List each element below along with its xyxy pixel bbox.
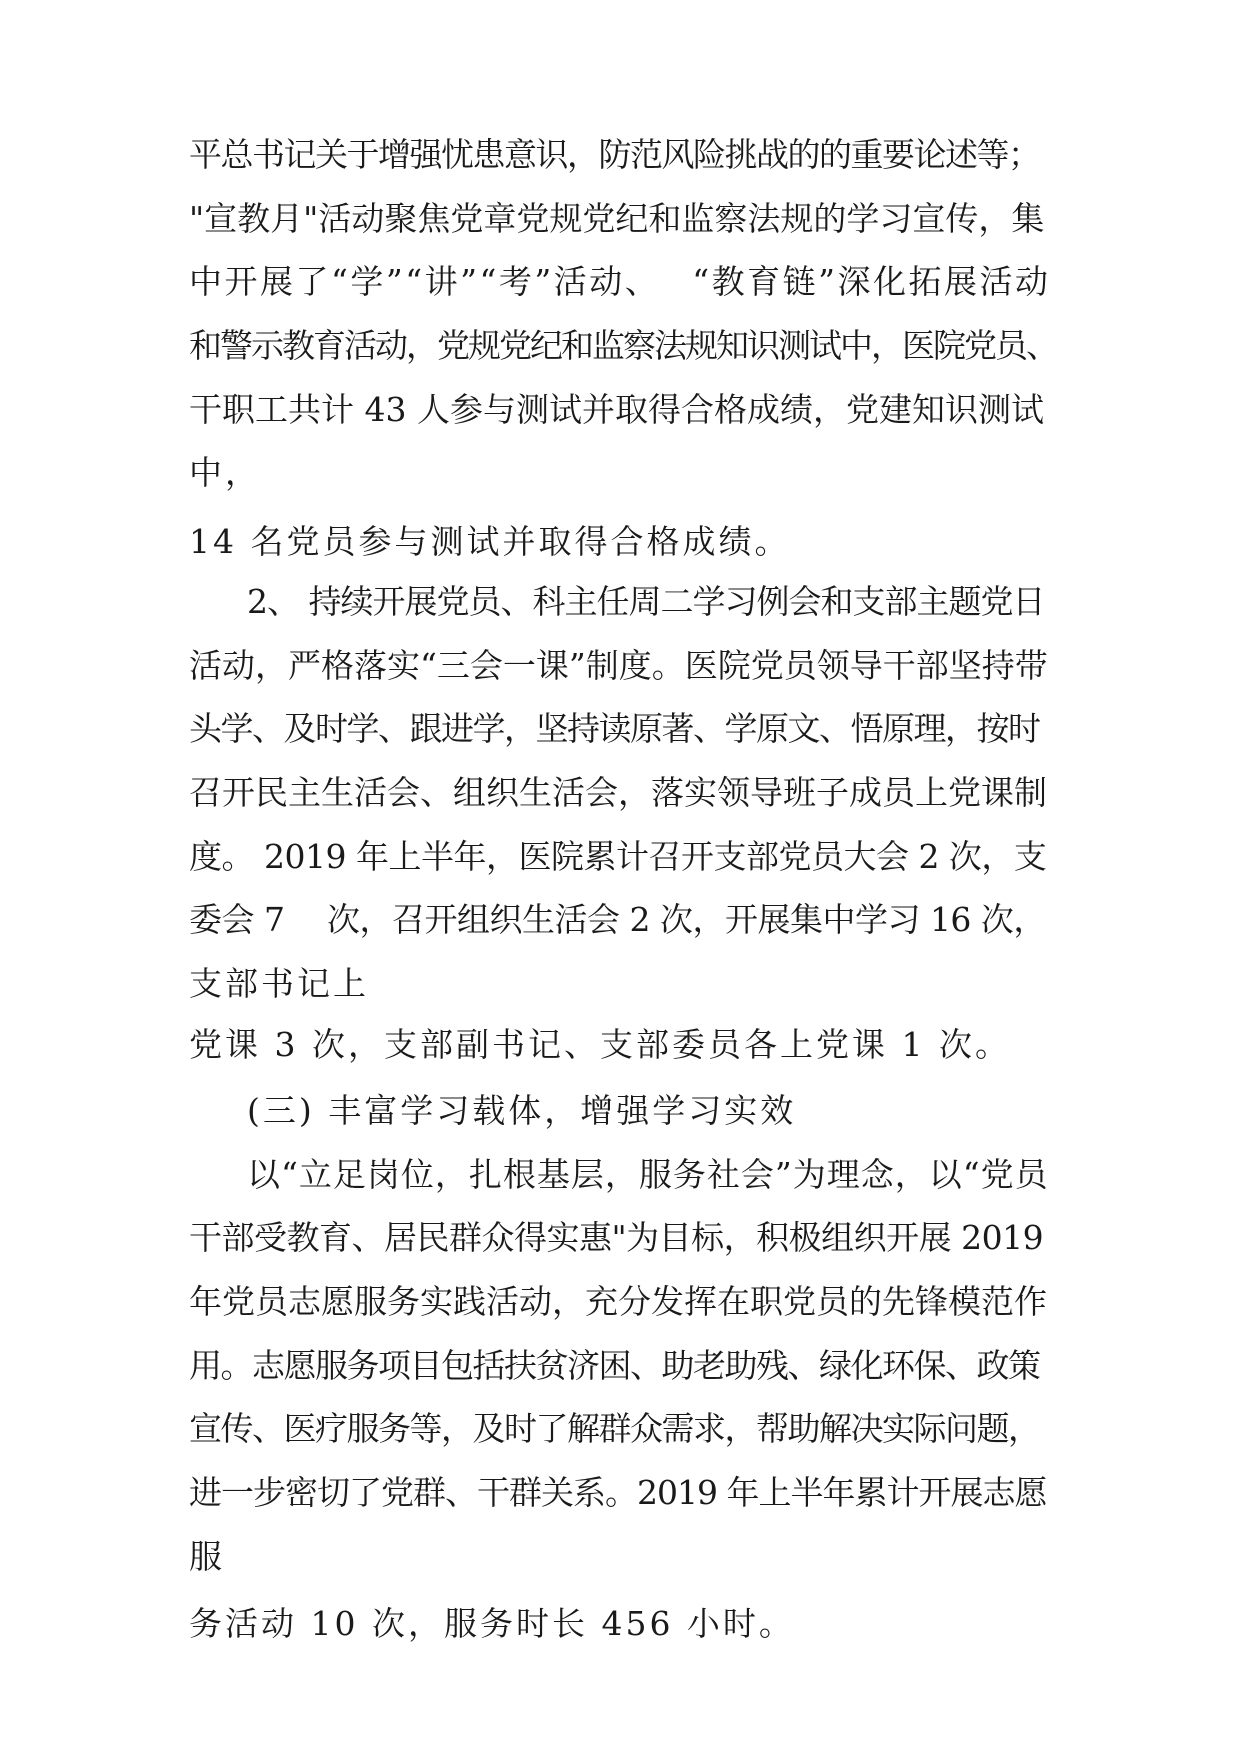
text-line: 务活动 10 次，服务时长 456 小时。 <box>189 1604 795 1643</box>
text-line: 党课 3 次，支部副书记、支部委员各上党课 1 次。 <box>189 1025 1011 1064</box>
text-line: 年党员志愿服务实践活动，充分发挥在职党员的先锋模范作 <box>189 1282 1047 1321</box>
text-line: 中， <box>189 453 261 492</box>
text-line: 以“立足岗位，扎根基层，服务社会”为理念，以“党员 <box>247 1155 1049 1194</box>
text-line: 14 名党员参与测试并取得合格成绩。 <box>189 522 791 561</box>
text-line: 委会 7 次，召开组织生活会 2 次，开展集中学习 16 次， <box>189 900 1046 939</box>
text-line: 支部书记上 <box>189 964 369 1003</box>
text-line: 召开民主生活会、组织生活会，落实领导班子成员上党课制 <box>189 773 1047 812</box>
text-line: 服 <box>189 1537 225 1576</box>
text-line: "宣教月"活动聚焦党章党规党纪和监察法规的学习宣传，集 <box>189 199 1045 238</box>
text-line: 平总书记关于增强忧患意识，防范风险挑战的的重要论述等； <box>189 135 1040 174</box>
text-line: 和警示教育活动，党规党纪和监察法规知识测试中，医院党员、 <box>189 326 1057 365</box>
text-line: 宣传、医疗服务等，及时了解群众需求，帮助解决实际问题， <box>189 1409 1040 1448</box>
text-line: 2、 持续开展党员、科主任周二学习例会和支部主题党日 <box>247 582 1045 621</box>
text-line: 头学、及时学、跟进学，坚持读原著、学原文、悟原理，按时 <box>189 709 1040 748</box>
text-line: 干职工共计 43 人参与测试并取得合格成绩，党建知识测试 <box>189 390 1044 429</box>
text-line: 进一步密切了党群、干群关系。2019 年上半年累计开展志愿 <box>189 1473 1047 1512</box>
text-line: 干部受教育、居民群众得实惠"为目标，积极组织开展 2019 <box>189 1218 1044 1257</box>
text-line: 用。志愿服务项目包括扶贫济困、助老助残、绿化环保、政策 <box>189 1346 1040 1385</box>
text-line: 活动，严格落实“三会一课”制度。医院党员领导干部坚持带 <box>189 646 1048 685</box>
section-heading: (三) 丰富学习载体，增强学习实效 <box>247 1091 797 1130</box>
text-line: 中开展了“学”“讲”“考”活动、 “教育链”深化拓展活动 <box>189 262 1051 301</box>
text-line: 度。 2019 年上半年，医院累计召开支部党员大会 2 次，支 <box>189 837 1047 876</box>
